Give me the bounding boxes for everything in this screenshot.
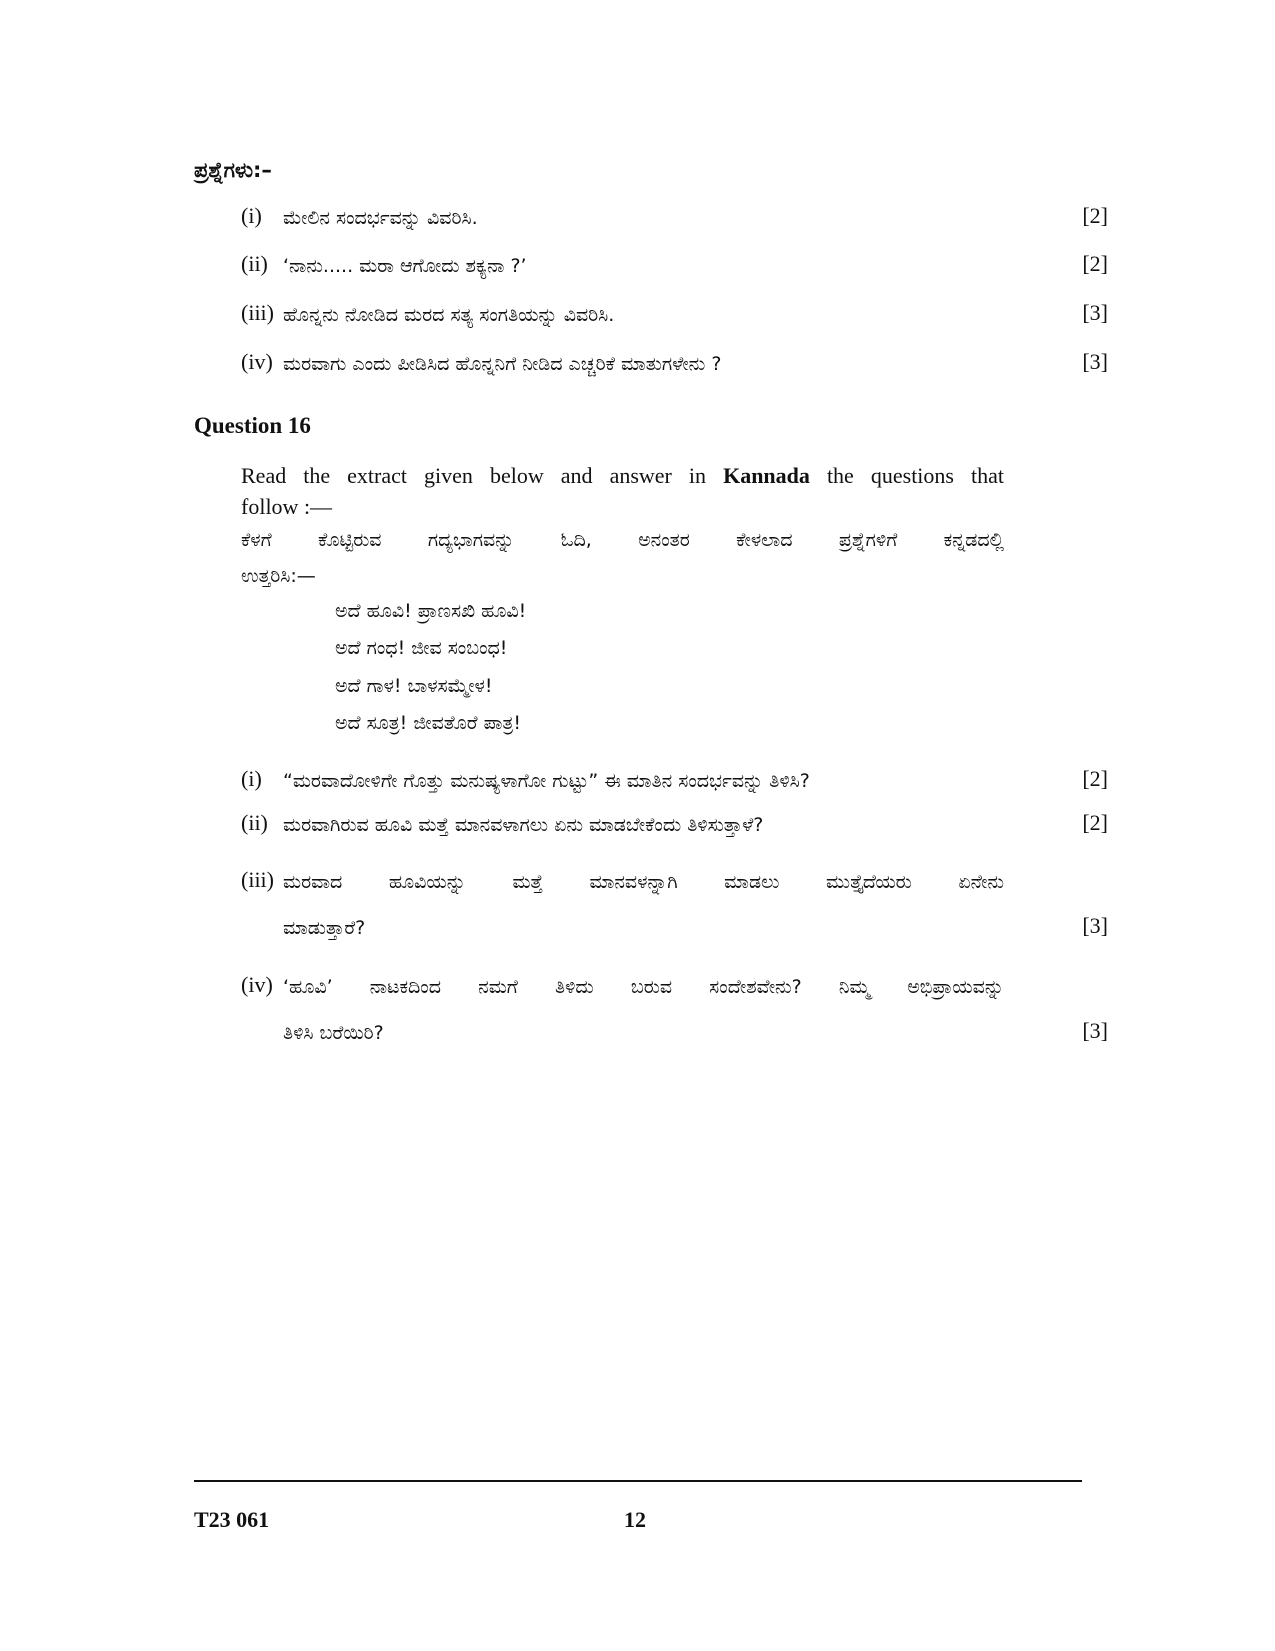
question-text: ಹೊನ್ನನು ನೋಡಿದ ಮರದ ಸತ್ಯ ಸಂಗತಿಯನ್ನು ವಿವರಿಸಿ. bbox=[283, 304, 615, 326]
question-marks: [3] bbox=[1082, 1018, 1108, 1043]
question-number: (i) bbox=[241, 766, 262, 791]
question-number: (iii) bbox=[241, 867, 274, 892]
question-marks: [2] bbox=[1082, 810, 1108, 835]
extract-line: ಅದೆ ಗಾಳ! ಬಾಳಸಮ್ಮೇಳ! bbox=[335, 675, 493, 697]
extract-line: ಅದೆ ಹೂವಿ! ಪ್ರಾಣಸಖಿ ಹೂವಿ! bbox=[335, 600, 527, 622]
question-text: “ಮರವಾದೋಳಿಗೇ ಗೊತ್ತು ಮನುಷ್ಯಳಾಗೋ ಗುಟ್ಟು” ಈ ಮಾತಿನ ಸಂದರ್ಭವನ್ನು ತಿಳಿಸಿ? bbox=[283, 770, 810, 792]
question-number: (i) bbox=[241, 203, 262, 228]
question-text-continued: ಮಾಡುತ್ತಾರೆ? bbox=[283, 917, 366, 939]
question-marks: [3] bbox=[1082, 300, 1108, 325]
extract-line: ಅದೆ ಗಂಧ! ಜೀವ ಸಂಬಂಧ! bbox=[335, 637, 508, 659]
question-text: ‘ನಾನು..... ಮರಾ ಆಗೋದು ಶಕ್ಯನಾ ?’ bbox=[283, 255, 527, 277]
page-number: 12 bbox=[624, 1507, 646, 1532]
instruction-pre: Read the extract given below and answer in bbox=[241, 463, 724, 488]
instruction-kannada: ಕೆಳಗೆ ಕೊಟ್ಟಿರುವ ಗದ್ಯಭಾಗವನ್ನು ಓದಿ, ಅನಂತರ ಕೇಳಲಾದ ಪ್ರಶ್ನೆಗಳಿಗೆ ಕನ್ನಡದಲ್ಲಿ bbox=[241, 529, 1004, 551]
question-number: (ii) bbox=[241, 810, 268, 835]
question-number: (ii) bbox=[241, 251, 268, 276]
paper-code: T23 061 bbox=[194, 1507, 270, 1532]
question-marks: [3] bbox=[1082, 349, 1108, 374]
question-title: Question 16 bbox=[194, 413, 311, 438]
question-marks: [2] bbox=[1082, 766, 1108, 791]
question-marks: [3] bbox=[1082, 913, 1108, 938]
question-marks: [2] bbox=[1082, 251, 1108, 276]
question-number: (iv) bbox=[241, 349, 273, 374]
instruction-english-line2: follow :— bbox=[241, 494, 333, 519]
question-marks: [2] bbox=[1082, 203, 1108, 228]
instruction-kannada-line2: ಉತ್ತರಿಸಿ:— bbox=[241, 565, 316, 587]
instruction-language: Kannada bbox=[723, 463, 810, 488]
question-text: ‘ಹೂವಿ’ ನಾಟಕದಿಂದ ನಮಗೆ ತಿಳಿದು ಬರುವ ಸಂದೇಶವೇನು? ನಿಮ್ಮ ಅಭಿಪ್ರಾಯವನ್ನು bbox=[283, 976, 1004, 998]
question-text: ಮರವಾಗು ಎಂದು ಪೀಡಿಸಿದ ಹೊನ್ನನಿಗೆ ನೀಡಿದ ಎಚ್ಚರಿಕೆ ಮಾತುಗಳೇನು ? bbox=[283, 353, 722, 375]
question-text-continued: ತಿಳಿಸಿ ಬರೆಯಿರಿ? bbox=[283, 1022, 384, 1044]
instruction-post: the questions that bbox=[809, 463, 1005, 488]
section-heading: ಪ್ರಶ್ನೆಗಳು:– bbox=[194, 158, 272, 182]
question-number: (iv) bbox=[241, 972, 273, 997]
question-text: ಮರವಾದ ಹೂವಿಯನ್ನು ಮತ್ತೆ ಮಾನವಳನ್ನಾಗಿ ಮಾಡಲು ಮುತ್ತೈದೆಯರು ಏನೇನು bbox=[283, 871, 1004, 893]
question-text: ಮೇಲಿನ ಸಂದರ್ಭವನ್ನು ವಿವರಿಸಿ. bbox=[283, 207, 478, 229]
instruction-english bbox=[241, 458, 1004, 494]
footer-rule bbox=[194, 1480, 1082, 1482]
extract-line: ಅದೆ ಸೂತ್ರ! ಜೀವತೊರೆ ಪಾತ್ರ! bbox=[335, 712, 521, 734]
question-number: (iii) bbox=[241, 300, 274, 325]
question-text: ಮರವಾಗಿರುವ ಹೂವಿ ಮತ್ತೆ ಮಾನವಳಾಗಲು ಏನು ಮಾಡಬೇಕೆಂದು ತಿಳಿಸುತ್ತಾಳೆ? bbox=[283, 814, 764, 836]
